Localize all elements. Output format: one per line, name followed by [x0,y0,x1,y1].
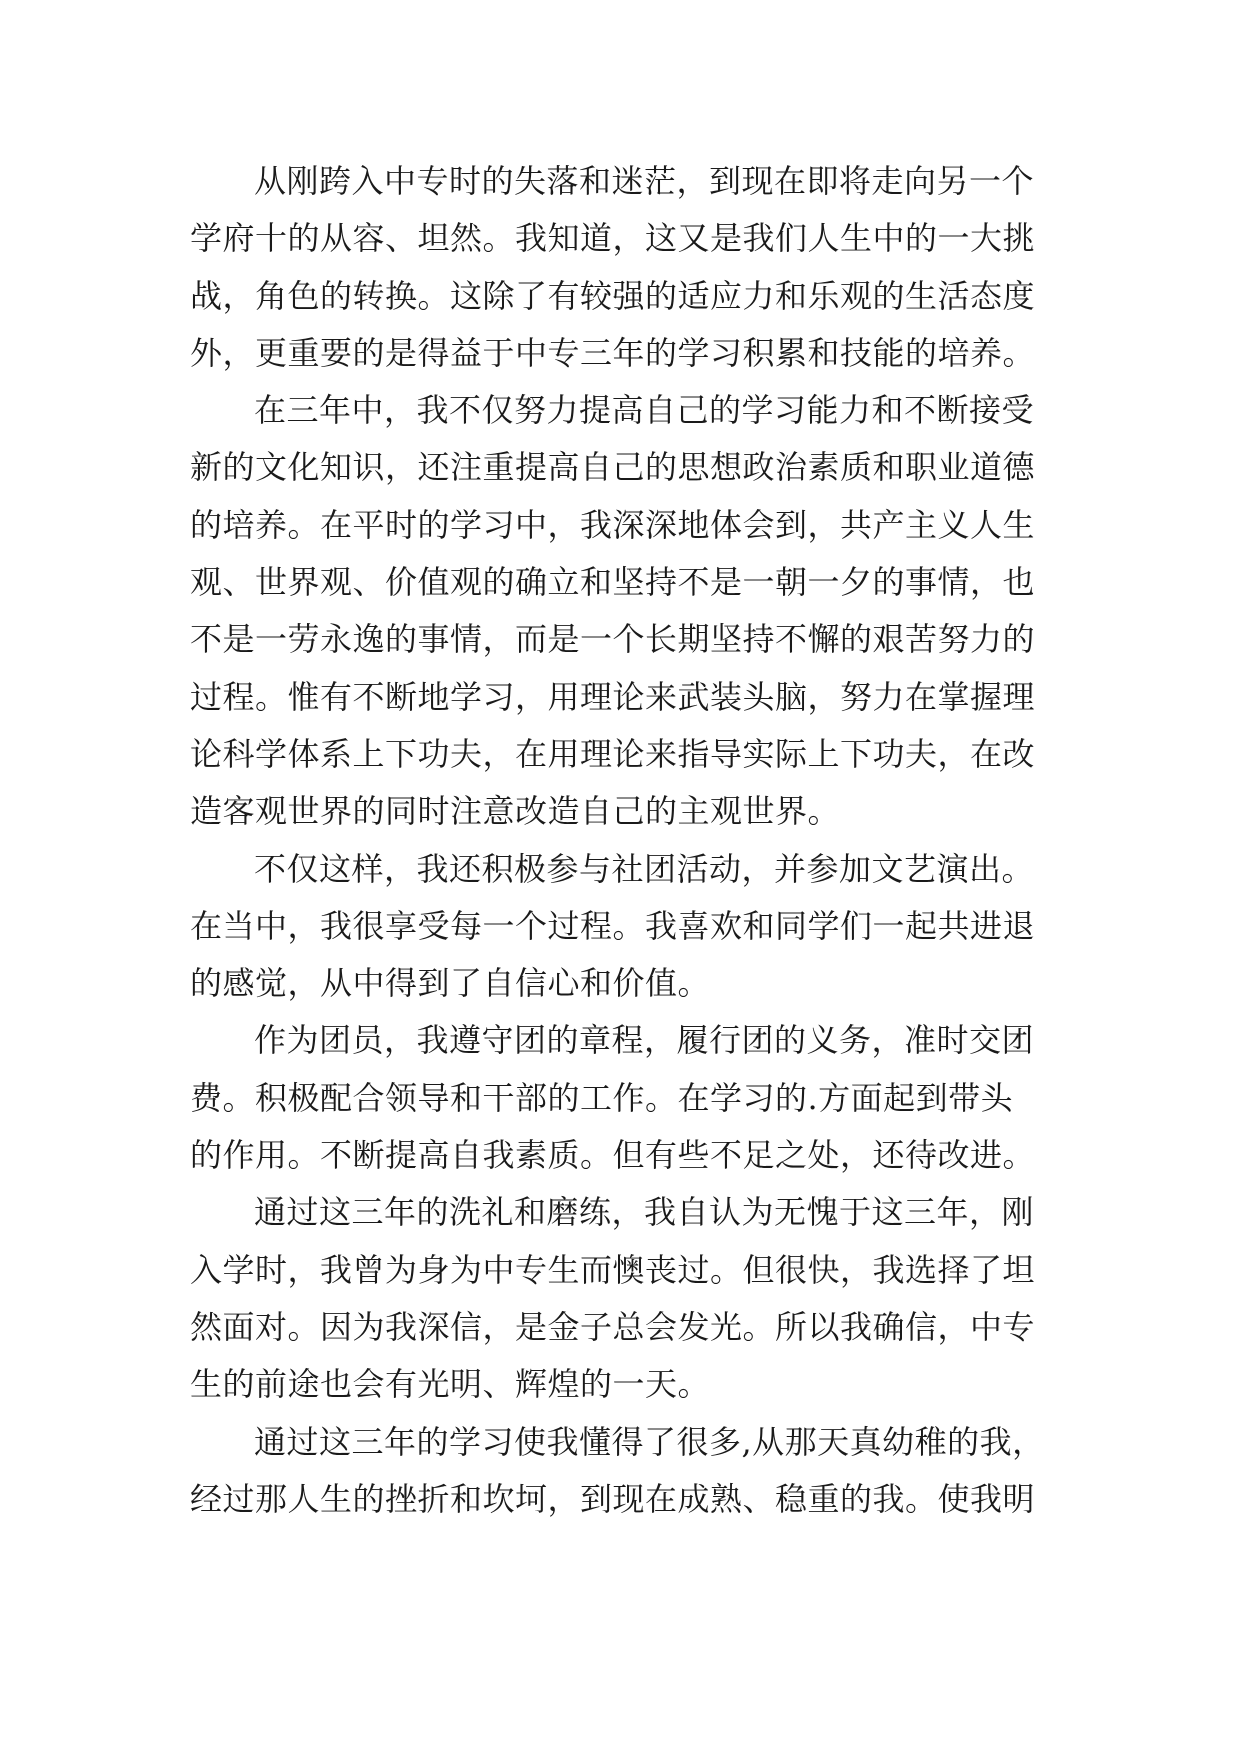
text-line: 然面对。因为我深信，是金子总会发光。所以我确信，中专 [190,1307,1036,1346]
text-line: 生的前途也会有光明、辉煌的一天。 [190,1365,711,1404]
text-line: 不仅这样，我还积极参与社团活动，并参加文艺演出。 [254,849,1035,888]
text-line: 新的文化知识，还注重提高自己的思想政治素质和职业道德 [190,448,1036,487]
text-line: 观、世界观、价值观的确立和坚持不是一朝一夕的事情，也 [190,563,1036,602]
text-line: 作为团员，我遵守团的章程，履行团的义务，准时交团 [254,1021,1035,1060]
text-line: 费。积极配合领导和干部的工作。在学习的.方面起到带头 [190,1078,1014,1117]
text-line: 不是一劳永逸的事情，而是一个长期坚持不懈的艰苦努力的 [190,620,1036,659]
text-line: 论科学体系上下功夫，在用理论来指导实际上下功夫，在改 [190,734,1036,773]
text-line: 战，角色的转换。这除了有较强的适应力和乐观的生活态度 [190,276,1036,315]
text-line: 学府十的从容、坦然。我知道，这又是我们人生中的一大挑 [190,219,1036,258]
text-line: 的作用。不断提高自我素质。但有些不足之处，还待改进。 [190,1136,1036,1175]
text-line: 通过这三年的洗礼和磨练，我自认为无愧于这三年，刚 [254,1193,1035,1232]
text-line: 在当中，我很享受每一个过程。我喜欢和同学们一起共进退 [190,906,1036,945]
text-line: 外，更重要的是得益于中专三年的学习积累和技能的培养。 [190,333,1036,372]
text-line: 在三年中，我不仅努力提高自己的学习能力和不断接受 [254,391,1035,430]
text-line: 通过这三年的学习使我懂得了很多,从那天真幼稚的我， [254,1422,1045,1461]
text-line: 从刚跨入中专时的失落和迷茫，到现在即将走向另一个 [254,162,1035,200]
text-line: 造客观世界的同时注意改造自己的主观世界。 [190,792,841,831]
text-line: 的感觉，从中得到了自信心和价值。 [190,964,711,1003]
text-line: 的培养。在平时的学习中，我深深地体会到，共产主义人生 [190,505,1036,544]
text-line: 入学时，我曾为身为中专生而懊丧过。但很快，我选择了坦 [190,1250,1036,1289]
text-line: 经过那人生的挫折和坎坷，到现在成熟、稳重的我。使我明 [190,1479,1036,1518]
text-line: 过程。惟有不断地学习，用理论来武装头脑，努力在掌握理 [190,677,1036,716]
document-body [190,153,1070,1528]
